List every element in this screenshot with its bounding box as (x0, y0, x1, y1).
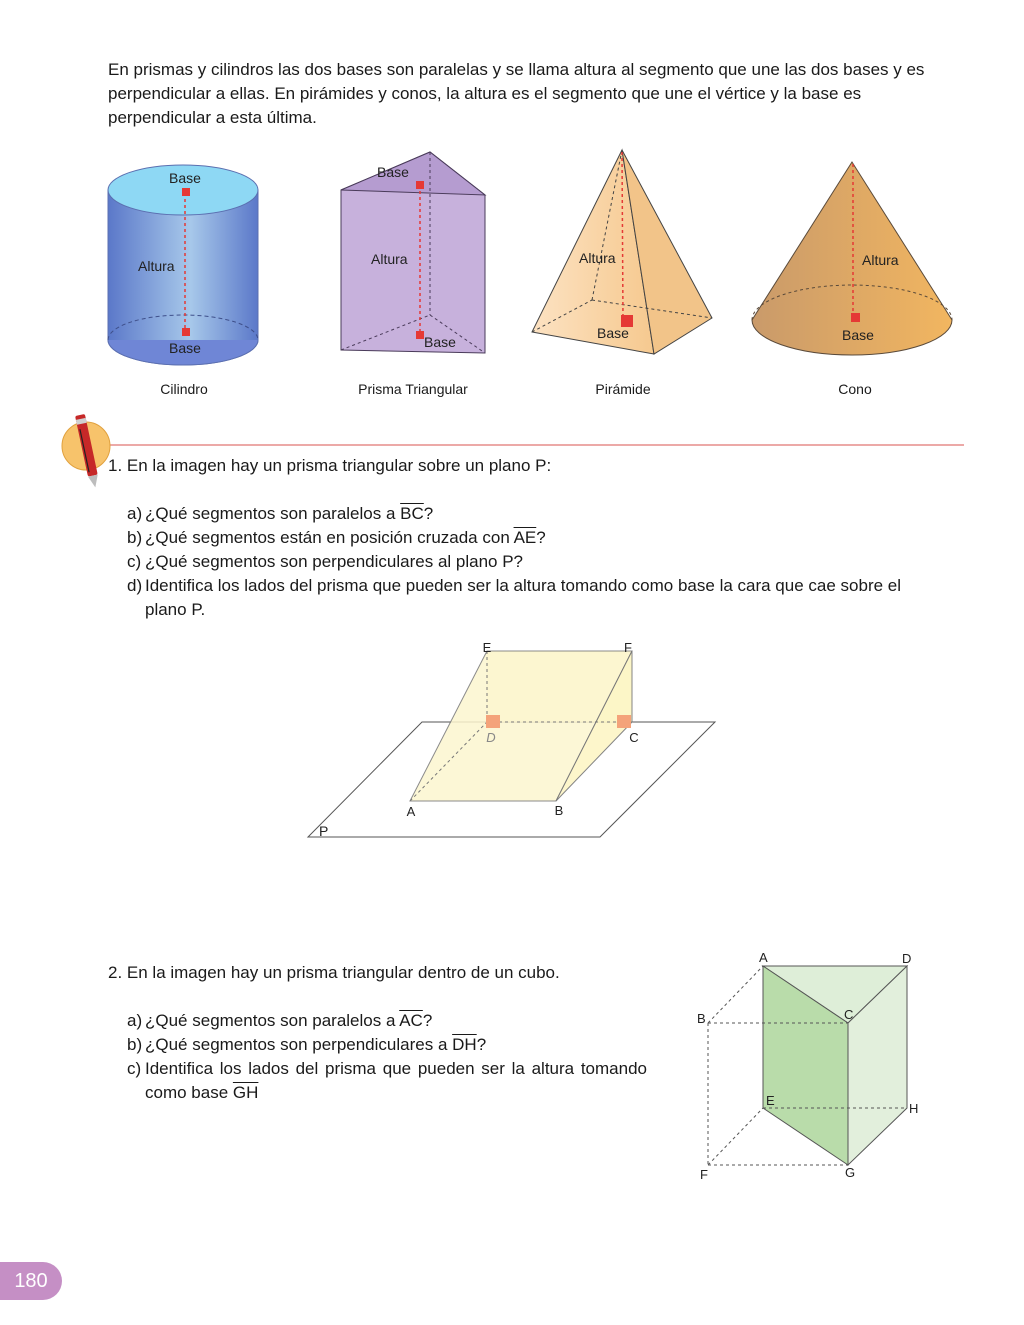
pyramid-caption: Pirámide (595, 381, 651, 397)
exercise2-questions (127, 1009, 647, 1105)
label-h2: H (909, 1101, 919, 1116)
label-g2: G (845, 1165, 856, 1180)
exercise1-question-d: d) Identifica los lados del prisma que pueden ser la altura tomando como base la cara que cae sobre el plano P. (127, 576, 902, 619)
pyramid-base-label: Base (597, 325, 629, 341)
cylinder-caption: Cilindro (160, 381, 208, 397)
prism-top-label: Base (377, 164, 409, 180)
label-b: B (554, 803, 564, 818)
pencil-icon (62, 414, 110, 488)
cylinder-height-label: Altura (138, 258, 175, 274)
exercise1-question-a: a) ¿Qué segmentos son paralelos a $\overline{BC}$? (127, 504, 434, 523)
exercise-divider (58, 408, 968, 494)
exercise2-question-b: b) ¿Qué segmentos son perpendiculares a $\overline{DH}$? (127, 1035, 487, 1054)
cone-height-label: Altura (862, 252, 899, 268)
cone-base-label: Base (842, 327, 874, 343)
prism-bottom-label: Base (424, 334, 456, 350)
pyramid-figure (532, 150, 712, 354)
label-a: A (406, 804, 416, 819)
cone-figure (752, 162, 952, 355)
solids-figures (0, 140, 1024, 370)
exercise1-question-c: c) ¿Qué segmentos son perpendiculares al plano P? (127, 552, 524, 571)
exercise1-question-b: b) ¿Qué segmentos están en posición cruzada con $\overline{AE}$? (127, 528, 546, 547)
label-f: F (624, 640, 632, 655)
prism-figure (341, 152, 485, 353)
segment-bc: $\overline{BC}$ (400, 504, 424, 523)
label-b2: B (697, 1011, 706, 1026)
intro-paragraph: En prismas y cilindros las dos bases son paralelas y se llama altura al segmento que une las dos bases y es perpendicular a ellas. En pirámides y conos, la altura es el segmento que une el vértice y la base es perpendicular a esta última. (108, 60, 925, 127)
label-e2: E (766, 1093, 775, 1108)
prism-height-label: Altura (371, 251, 408, 267)
prism-on-plane-diagram (300, 636, 730, 846)
exercise2-question-a: a) ¿Qué segmentos son paralelos a $\overline{AC}$? (127, 1011, 433, 1030)
label-p: P (319, 823, 329, 839)
cylinder-figure (108, 165, 258, 365)
cone-caption: Cono (838, 381, 872, 397)
label-a2: A (759, 950, 768, 965)
page-number: 180 (0, 1262, 62, 1300)
segment-dh: $\overline{DH}$ (452, 1035, 477, 1054)
segment-ac: $\overline{AC}$ (399, 1011, 423, 1030)
label-f2: F (700, 1167, 708, 1182)
exercise1-questions (127, 502, 944, 622)
label-e: E (482, 640, 492, 655)
cylinder-top-label: Base (169, 170, 201, 186)
exercise2-question-c: c) Identifica los lados del prisma que pueden ser la altura tomando como base $\overline{GH}$ (127, 1059, 647, 1102)
segment-ae: $\overline{AE}$ (513, 528, 537, 547)
cylinder-bottom-label: Base (169, 340, 201, 356)
segment-gh: $\overline{GH}$ (232, 1083, 259, 1102)
exercise1-title: 1. En la imagen hay un prisma triangular sobre un plano P: (108, 456, 552, 475)
label-c2: C (844, 1007, 854, 1022)
pyramid-height-label: Altura (579, 250, 616, 266)
label-c: C (629, 730, 639, 745)
label-d2: D (902, 951, 912, 966)
label-d: D (486, 730, 496, 745)
exercise2-title: 2. En la imagen hay un prisma triangular dentro de un cubo. (108, 963, 560, 982)
prism-caption: Prisma Triangular (358, 381, 468, 397)
cube-prism-diagram (690, 948, 930, 1184)
